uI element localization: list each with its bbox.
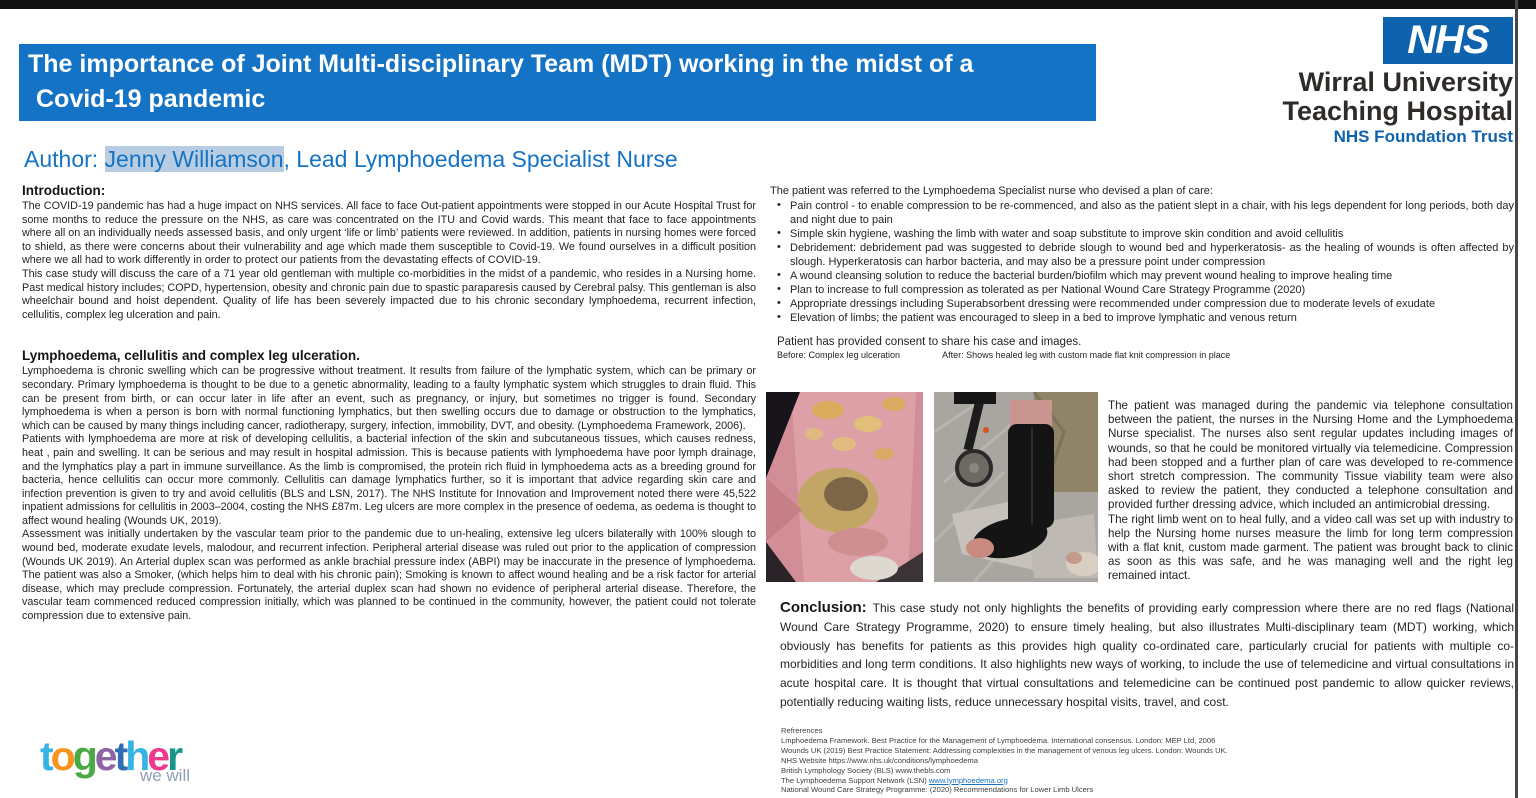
management-section: [1108, 399, 1513, 584]
org-name-line-1: Wirral University: [1298, 67, 1513, 97]
consent-note: Patient has provided consent to share his case and images.: [777, 336, 1082, 348]
lymphoedema-paragraph-1: Lymphoedema is chronic swelling which can be progressive without treatment. It results from failure of the lymphatic system, which can be primary or secondary. Primary lymphoedema is thought to be due to a genetic abnormality, leading to a faulty lymphatic system which struggles to drain fluid. This can be present from birth, or can occur later in life after an event, such as pregnancy, or injury, but sometimes no trigger is found. Secondary lymphoedema is when a person is born with normal functioning lymphatics, but then swelling occurs due to damage or obstruction to the lymphatics, which can be caused by many things including cancer, radiotherapy, surgery, infection, immobility, DVT, and obesity. (Lymphoedema Framework, 2006).: [22, 365, 756, 432]
lymphoedema-paragraph-3: Assessment was initially undertaken by the vascular team prior to the pandemic due to un-healing, extensive leg ulcers bilaterally with 100% slough to wound bed, moderate exudate levels, malodour, and recurrent infection. Peripheral arterial disease was ruled out prior to the application of compression (Wounds UK 2019). An Arterial duplex scan was performed as ankle brachial pressure index (ABPI) may be inaccurate in the presence of lymphoedema. The patient was also a Smoker, (which helps him to deal with his chronic pain); Smoking is known to affect wound healing and be a risk factor for arterial disease, which may preclude compression. Fortunately, the arterial duplex scan had shown no evidence of peripheral arterial disease. Therefore, the vascular team commenced reduced compression initially, which was planned to be continued in the community, however, the patient could not tolerate compression due to extensive pain.: [22, 528, 756, 623]
author-name-highlight: Jenny Williamson: [104, 146, 284, 172]
org-name-line-2: Teaching Hospital: [1282, 96, 1513, 126]
references-section: [781, 726, 1401, 795]
poster-title-line-2: Covid-19 pandemic: [36, 85, 266, 113]
reference-item: Wounds UK (2019) Best Practice Statement: Addressing complexities in the management of venous leg ulcers. London: Wounds UK.: [781, 745, 1228, 755]
title-banner: [19, 44, 1096, 121]
author-prefix: Author:: [24, 146, 105, 172]
care-plan-item: • Simple skin hygiene, washing the limb with water and soap substitute to improve skin condition and avoid cellulitis: [776, 227, 1514, 241]
foundation-trust-line: NHS Foundation Trust: [1333, 127, 1513, 146]
management-paragraph-1: The patient was managed during the pandemic via telephone consultation between the patient, the nurses in the Nursing Home and the Lymphoedema Nurse specialist. The nurses also sent regular updates including images of wounds, so that he could be monitored virtually via telemedicine. Compression had been stopped and a further plan of care was developed to re-commence short stretch compression. The community Tissue viability team were also asked to review the patient, they conducted a telephone consultation and provided further dressing advice, which included an antimicrobial dressing.: [1108, 399, 1513, 512]
logo-letter: t: [40, 733, 51, 779]
before-photo-placeholder: [766, 392, 923, 582]
logo-letter: g: [72, 733, 95, 779]
section-spacer: [22, 322, 756, 348]
reference-item: NHS Website https://www.nhs.uk/conditions/lymphoedema: [781, 755, 978, 765]
photo-captions: [777, 350, 1514, 360]
left-column: [22, 183, 756, 624]
lsn-reference-prefix: The Lymphoedema Support Network (LSN): [781, 775, 929, 785]
management-paragraph-2: The right limb went on to heal fully, and a video call was set up with industry to help the Nursing home nurses measure the limb for long term compression with a flat knit, custom made garment. The patient was brought back to clinic as soon as this was safe, and he was managing well and the right leg remained intact.: [1108, 512, 1513, 583]
reference-item: [781, 776, 1401, 786]
organisation-name: [1200, 68, 1513, 126]
together-logo-word: [40, 733, 230, 779]
care-plan-item: • Plan to increase to full compression as tolerated as per National Wound Care Strategy Programme (2020): [776, 283, 1514, 297]
after-photo: [934, 392, 1098, 582]
care-plan-item: • A wound cleansing solution to reduce the bacterial burden/biofilm which may prevent wound healing to improve healing time: [776, 269, 1514, 283]
lymphoedema-org-link[interactable]: www.lymphoedema.org: [928, 775, 1008, 785]
care-plan-item: • Debridement: debridement pad was suggested to debride slough to wound bed and hyperkeratosis- as the healing of wounds is often affected by slough. Hyperkeratosis can harbor bacteria, and may also be a pressure point under compression: [776, 241, 1514, 269]
introduction-paragraph-2: This case study will discuss the care of a 71 year old gentleman with multiple co-morbidities in the midst of a pandemic, who resides in a Nursing home. Past medical history includes; COPD, hypertension, obesity and chronic pain due to spastic paraparesis caused by Cerebral palsy. This gentleman is also wheelchair bound and hoist dependent. Quality of life has been severely impacted due to his chronic secondary lymphoedema, recurrent infection, cellulitis, complex leg ulceration and pain.: [22, 267, 756, 321]
top-border-bar: [0, 0, 1536, 9]
logo-tagline: we will: [139, 766, 190, 785]
reference-item: Lmphoedema Framework. Best Practice for the Management of Lymphoedema. International consensus. London: MEP Ltd, 2006: [781, 735, 1216, 745]
logo-letter: e: [94, 733, 115, 779]
introduction-heading: Introduction:: [22, 183, 106, 198]
nhs-logo-text: NHS: [1407, 18, 1489, 62]
care-plan-item: • Elevation of limbs; the patient was encouraged to sleep in a bed to improve lymphatic and venous return: [776, 311, 1514, 325]
conclusion-section: [780, 599, 1514, 712]
logo-letter: o: [50, 733, 73, 779]
care-plan-item: • Pain control - to enable compression to be re-commenced, and also as the patient slept in a chair, with his legs dependent for long periods, both day and night due to pain: [776, 199, 1514, 227]
conclusion-text: This case study not only highlights the benefits of providing early compression where there are no red flags (National Wound Care Strategy Programme, 2020) to ensure timely healing, but also illustrates Multi-disciplinary team (MDT) working, which obviously has benefits for patients as this provides high quality co-ordinated care, particularly crucial for patients with multiple co-morbidities and long term conditions. It also highlights new ways of working, to include the use of telemedicine and virtual consultations in acute hospital care. It is thought that virtual consultations and telemedicine can be continued post pandemic to allow quicker reviews, potentially reducing waiting lists, reduce unnecessary hospital visits, travel, and cost.: [780, 601, 1514, 709]
logo-letter: e: [147, 733, 168, 779]
conclusion-heading: Conclusion:: [780, 599, 867, 616]
before-photo: [766, 392, 923, 582]
reference-item: British Lymphology Society (BLS) www.thebls.com: [781, 765, 951, 775]
right-column: [770, 184, 1514, 360]
author-line: [24, 146, 678, 173]
right-border-line: [1515, 0, 1518, 798]
reference-item: National Wound Care Strategy Programme: (2020) Recommendations for Lower Limb Ulcers: [781, 785, 1094, 795]
care-plan-list: [776, 199, 1514, 325]
together-we-will-logo: [40, 733, 230, 786]
logo-letter: t: [114, 733, 126, 779]
author-role: , Lead Lymphoedema Specialist Nurse: [283, 146, 678, 172]
before-photo-caption: Before: Complex leg ulceration: [777, 350, 901, 360]
logo-letter: h: [125, 733, 148, 779]
nhs-logo: [1383, 17, 1513, 64]
lymphoedema-paragraph-2: Patients with lymphoedema are more at risk of developing cellulitis, a bacterial infection of the skin and subcutaneous tissues, which causes redness, heat , pain and swelling. It can be serious and may result in hospital admission. This is because patients with lymphoedema have poor lymph drainage, and the lymphatics play a part in immune surveillance. As the limb is compromised, the protein rich fluid in lymphoedema acts as a breeding ground for bacteria, hence cellulitis can occur more commonly. Cellulitis can damage lymphatics further, so it is important that advice regarding skin care and infection prevention is given to try and avoid cellulitis (BLS and LSN, 2017). The NHS Institute for Innovation and Improvement noted there were 45,522 inpatient admissions for cellulitis in 2003–2004, costing the NHS £87m. Leg ulcers are more complex in the presence of oedema, as oedema is thought to affect wound healing (Wounds UK, 2019).: [22, 433, 757, 527]
poster-title-line-1: The importance of Joint Multi-disciplinary Team (MDT) working in the midst of a: [28, 50, 974, 78]
references-heading: Refrerences: [781, 726, 823, 735]
introduction-paragraph-1: The COVID-19 pandemic has had a huge impact on NHS services. All face to face Out-patient appointments were stopped in our Acute Hospital Trust for some months to reduce the pressure on the NHS, as care was concentrated on the ITU and Covid wards. This meant that face to face appointments where all on an individually needs assessed basis, and only urgent ‘life or limb’ patients were reviewed. In addition, patients in nursing homes were forced to shield, as there were concerns about their vulnerability and age which made them susceptible to Covid-19. We found ourselves in a difficult position where we all had to work differently in order to protect our patients from the devastating effects of COVID-19.: [22, 200, 756, 267]
care-plan-intro: The patient was referred to the Lymphoedema Specialist nurse who devised a plan of care:: [770, 185, 1213, 197]
lymphoedema-heading: Lymphoedema, cellulitis and complex leg ulceration.: [22, 348, 360, 364]
after-photo-placeholder: [934, 392, 1098, 582]
care-plan-item: • Appropriate dressings including Superabsorbent dressing were recommended under compression due to moderate levels of exudate: [776, 297, 1514, 311]
logo-letter: r: [167, 733, 181, 779]
after-photo-caption: After: Shows healed leg with custom made flat knit compression in place: [942, 350, 1231, 360]
